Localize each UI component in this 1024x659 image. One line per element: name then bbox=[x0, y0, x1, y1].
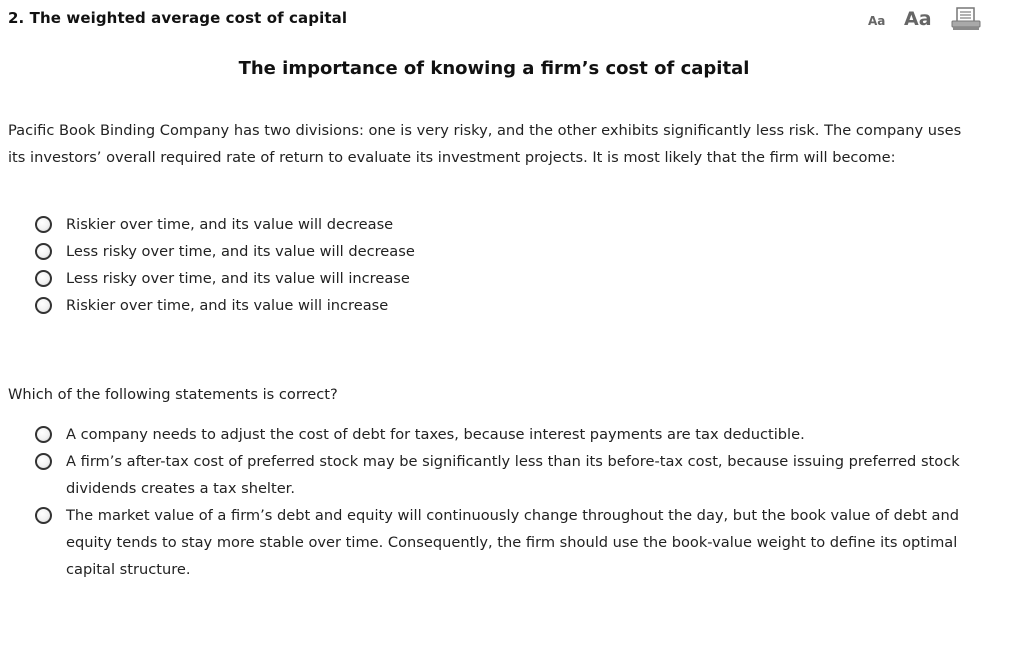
radio-button-icon[interactable] bbox=[35, 453, 52, 470]
question-1-options bbox=[34, 211, 415, 319]
question-1-option[interactable] bbox=[34, 238, 415, 265]
question-header bbox=[0, 0, 1024, 40]
question-1-option[interactable] bbox=[34, 211, 415, 238]
section-title: The importance of knowing a firm’s cost of capital bbox=[238, 58, 750, 79]
option-label: Less risky over time, and its value will increase bbox=[66, 270, 410, 287]
radio-button-icon[interactable] bbox=[35, 216, 52, 233]
question-2-option[interactable] bbox=[34, 502, 976, 583]
radio-button-icon[interactable] bbox=[35, 297, 52, 314]
question-2-options bbox=[34, 421, 976, 583]
question-2-text: Which of the following statements is correct? bbox=[8, 386, 338, 403]
question-1-option[interactable] bbox=[34, 265, 415, 292]
option-label: A firm’s after-tax cost of preferred stock may be significantly less than its before-tax cost, because issuing preferred stock dividends creates a tax shelter. bbox=[66, 453, 960, 497]
print-icon[interactable] bbox=[950, 6, 982, 32]
option-label: The market value of a firm’s debt and equity will continuously change throughout the day, but the book value of debt and equity tends to stay more stable over time. Consequently, the firm should use the book-value weight to define its optimal capital structure. bbox=[66, 507, 960, 578]
radio-button-icon[interactable] bbox=[35, 507, 52, 524]
radio-button-icon[interactable] bbox=[35, 243, 52, 260]
option-label: Less risky over time, and its value will decrease bbox=[66, 243, 415, 260]
question-1-text: Pacific Book Binding Company has two divisions: one is very risky, and the other exhibits significantly less risk. The company uses its investors’ overall required rate of return to evaluate its investment projects. It is most likely that the firm will become: bbox=[8, 122, 962, 166]
radio-button-icon[interactable] bbox=[35, 270, 52, 287]
question-2-option[interactable] bbox=[34, 421, 976, 448]
radio-button-icon[interactable] bbox=[35, 426, 52, 443]
font-size-large-icon[interactable]: Aa bbox=[904, 8, 932, 30]
option-label: A company needs to adjust the cost of debt for taxes, because interest payments are tax deductible. bbox=[66, 426, 805, 443]
question-1-option[interactable] bbox=[34, 292, 415, 319]
question-2-option[interactable] bbox=[34, 448, 976, 502]
option-label: Riskier over time, and its value will increase bbox=[66, 297, 389, 314]
option-label: Riskier over time, and its value will decrease bbox=[66, 216, 394, 233]
font-size-small-icon[interactable]: Aa bbox=[868, 14, 886, 28]
question-title: 2. The weighted average cost of capital bbox=[8, 9, 348, 27]
